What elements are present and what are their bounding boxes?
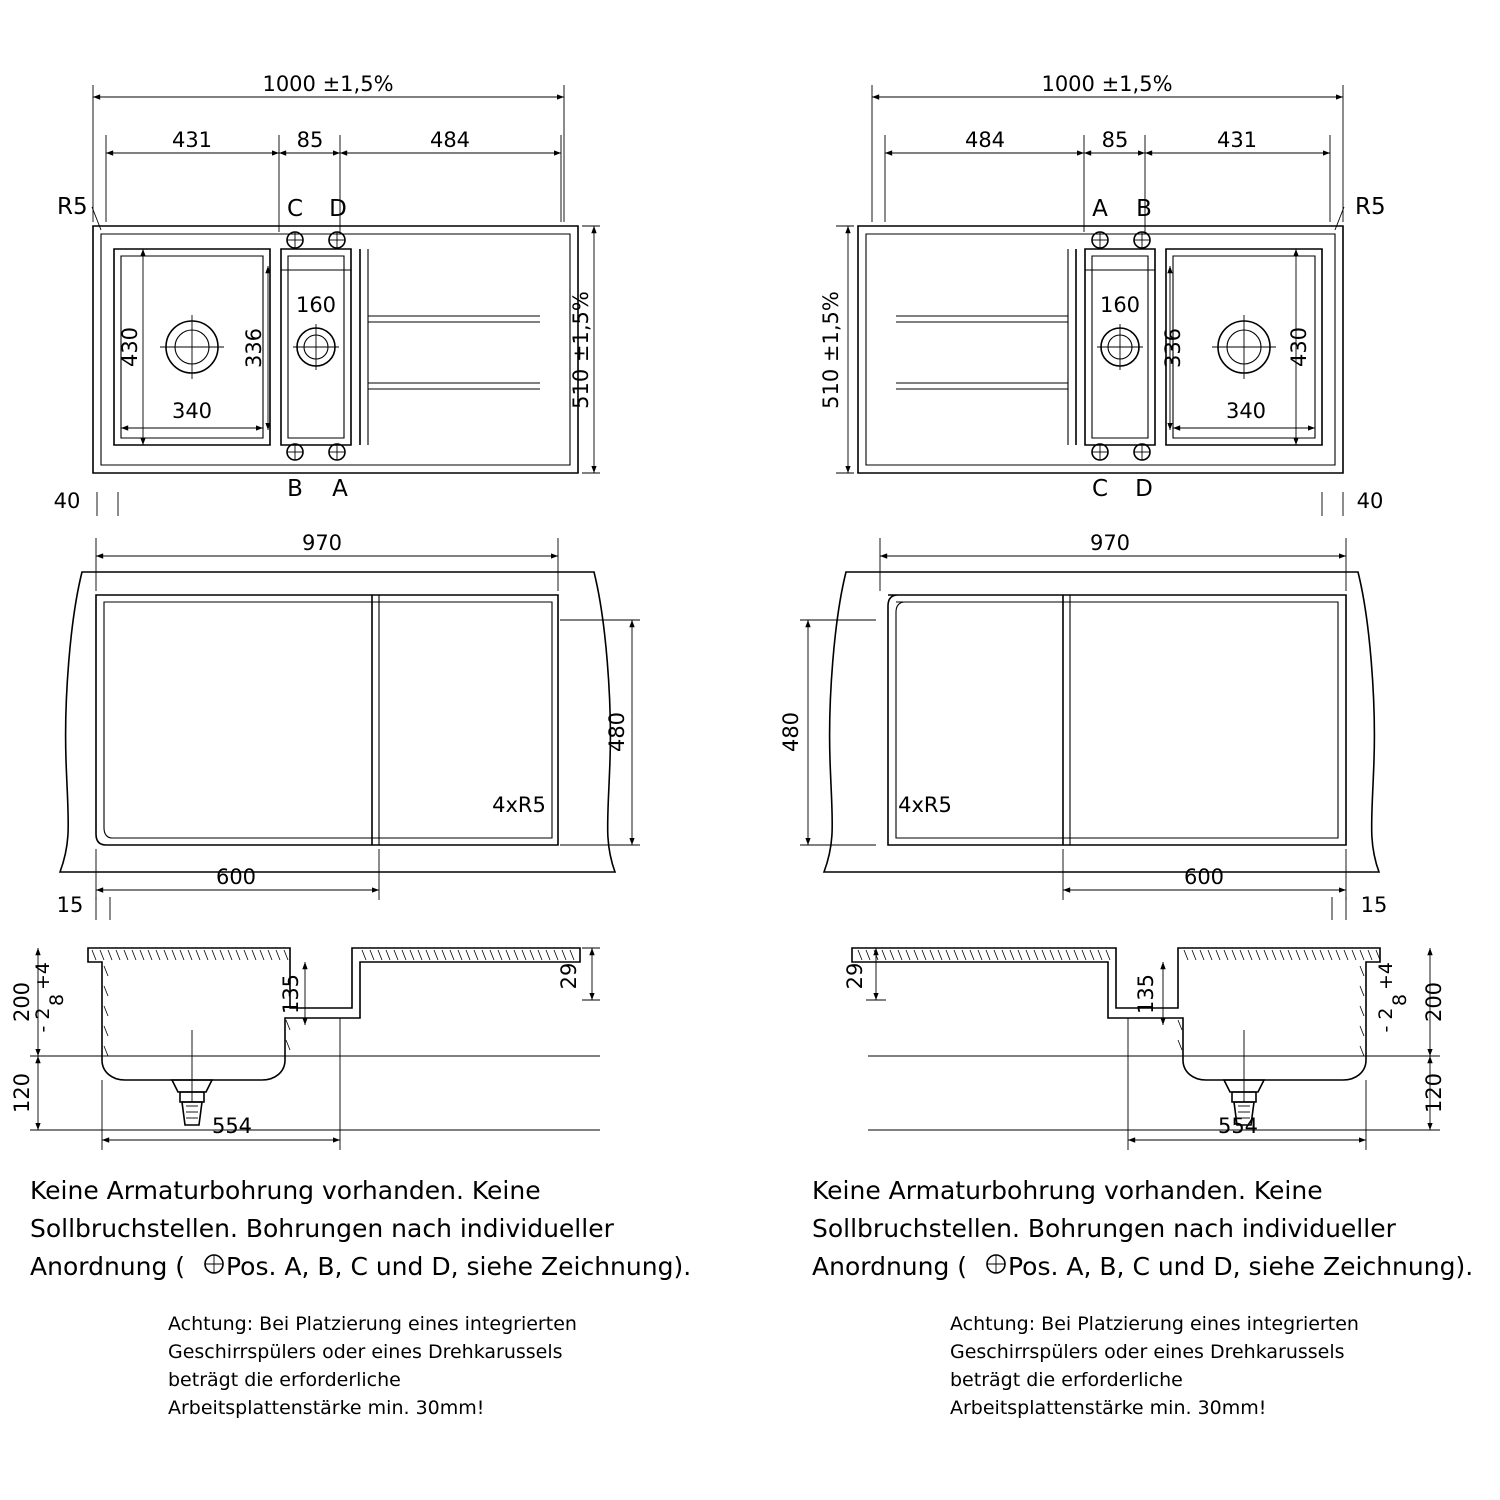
right-note-hole-symbol bbox=[987, 1255, 1005, 1273]
dim-left-seg-431: 431 bbox=[171, 128, 213, 152]
right-warning-line-3: beträgt die erforderliche bbox=[950, 1369, 1183, 1391]
dim-left-small-bowl-depth: 336 bbox=[242, 327, 266, 369]
dim-right-cutout-height: 480 bbox=[779, 711, 803, 753]
left-note-line-3b: Pos. A, B, C und D, siehe Zeichnung). bbox=[226, 1252, 692, 1281]
right-warning-line-4: Arbeitsplattenstärke min. 30mm! bbox=[950, 1397, 1267, 1419]
dim-left-cutout-height: 480 bbox=[605, 711, 629, 753]
dim-left-overall-depth: 510 ±1,5% bbox=[569, 291, 593, 409]
dim-left-thickness-minus: - 2 bbox=[32, 1007, 54, 1033]
right-warning-line-1: Achtung: Bei Platzierung eines integrierten bbox=[950, 1313, 1359, 1335]
label-right-radius-r5: R5 bbox=[1355, 194, 1386, 220]
left-section-view bbox=[10, 948, 600, 1150]
left-note-hole-symbol bbox=[205, 1255, 223, 1273]
dim-right-seg-431: 431 bbox=[1216, 128, 1258, 152]
dim-left-cutout-inner-width: 600 bbox=[215, 865, 257, 889]
dim-left-depth-small: 135 bbox=[279, 973, 303, 1015]
right-cutout-view bbox=[779, 531, 1387, 920]
left-warning-line-2: Geschirrspülers oder eines Drehkarussels bbox=[168, 1341, 563, 1363]
dim-left-rim-height: 29 bbox=[557, 962, 581, 990]
left-cutout-view bbox=[57, 531, 640, 920]
label-left-hole-c: C bbox=[286, 196, 304, 222]
dim-right-seg-484: 484 bbox=[964, 128, 1006, 152]
left-note-line-2: Sollbruchstellen. Bohrungen nach individueller bbox=[30, 1214, 614, 1243]
label-left-hole-b: B bbox=[287, 476, 303, 502]
dim-left-seg-85: 85 bbox=[296, 128, 324, 152]
dim-right-small-bowl-depth: 336 bbox=[1161, 327, 1185, 369]
dim-right-thickness-plus: +4 bbox=[1375, 961, 1397, 991]
dim-left-bowl-width: 340 bbox=[171, 399, 213, 423]
dim-left-cutout-width: 970 bbox=[301, 531, 343, 555]
left-note-line-1: Keine Armaturbohrung vorhanden. Keine bbox=[30, 1176, 541, 1205]
dim-left-thickness-plus: +4 bbox=[32, 961, 54, 991]
dim-right-depth-main: 200 bbox=[1422, 981, 1446, 1023]
dim-left-edge-offset: 40 bbox=[53, 489, 81, 513]
left-warning-line-4: Arbeitsplattenstärke min. 30mm! bbox=[168, 1397, 485, 1419]
dim-right-below: 120 bbox=[1422, 1072, 1446, 1114]
label-left-radius-r5: R5 bbox=[57, 194, 88, 220]
right-note-line-3b: Pos. A, B, C und D, siehe Zeichnung). bbox=[1008, 1252, 1474, 1281]
dim-right-bowl-width: 340 bbox=[1225, 399, 1267, 423]
right-section-view bbox=[843, 948, 1446, 1150]
dim-right-edge-offset: 40 bbox=[1356, 489, 1384, 513]
dim-left-depth-main: 200 bbox=[10, 981, 34, 1023]
left-warning-line-3: beträgt die erforderliche bbox=[168, 1369, 401, 1391]
dim-right-cutout-edge: 15 bbox=[1360, 893, 1388, 917]
right-note-line-3a: Anordnung ( bbox=[812, 1252, 968, 1281]
dim-left-below: 120 bbox=[10, 1072, 34, 1114]
dim-left-bottom-width: 554 bbox=[211, 1114, 253, 1138]
dim-right-bowl-depth: 430 bbox=[1287, 326, 1311, 368]
dim-left-thickness: 8 bbox=[46, 993, 68, 1007]
label-right-hole-c: C bbox=[1091, 476, 1109, 502]
dim-right-thickness-minus: - 2 bbox=[1375, 1007, 1397, 1033]
dim-right-overall-width: 1000 ±1,5% bbox=[1041, 72, 1173, 96]
dim-left-seg-484: 484 bbox=[429, 128, 471, 152]
left-top-view bbox=[54, 72, 600, 516]
dim-right-seg-85: 85 bbox=[1101, 128, 1129, 152]
dim-right-depth-small: 135 bbox=[1134, 973, 1158, 1015]
dim-right-cutout-inner-width: 600 bbox=[1183, 865, 1225, 889]
dim-left-small-bowl-width: 160 bbox=[295, 293, 337, 317]
dim-right-cutout-width: 970 bbox=[1089, 531, 1131, 555]
label-left-4xr5: 4xR5 bbox=[492, 793, 546, 817]
dim-right-thickness: 8 bbox=[1389, 993, 1411, 1007]
right-note-line-2: Sollbruchstellen. Bohrungen nach individueller bbox=[812, 1214, 1396, 1243]
dim-left-cutout-edge: 15 bbox=[56, 893, 84, 917]
dim-left-bowl-depth: 430 bbox=[118, 326, 142, 368]
label-right-hole-d: D bbox=[1135, 476, 1153, 502]
left-warning-line-1: Achtung: Bei Platzierung eines integrierten bbox=[168, 1313, 577, 1335]
dim-right-rim-height: 29 bbox=[843, 962, 867, 990]
dim-right-overall-depth: 510 ±1,5% bbox=[819, 291, 843, 409]
right-top-view bbox=[819, 72, 1386, 516]
label-right-4xr5: 4xR5 bbox=[898, 793, 952, 817]
right-warning-line-2: Geschirrspülers oder eines Drehkarussels bbox=[950, 1341, 1345, 1363]
label-left-hole-a: A bbox=[332, 476, 348, 502]
right-note-line-1: Keine Armaturbohrung vorhanden. Keine bbox=[812, 1176, 1323, 1205]
left-note-line-3a: Anordnung ( bbox=[30, 1252, 186, 1281]
label-left-hole-d: D bbox=[329, 196, 347, 222]
label-right-hole-b: B bbox=[1136, 196, 1152, 222]
dim-right-small-bowl-width: 160 bbox=[1099, 293, 1141, 317]
dim-right-bottom-width: 554 bbox=[1217, 1114, 1259, 1138]
dim-left-overall-width: 1000 ±1,5% bbox=[262, 72, 394, 96]
label-right-hole-a: A bbox=[1092, 196, 1108, 222]
